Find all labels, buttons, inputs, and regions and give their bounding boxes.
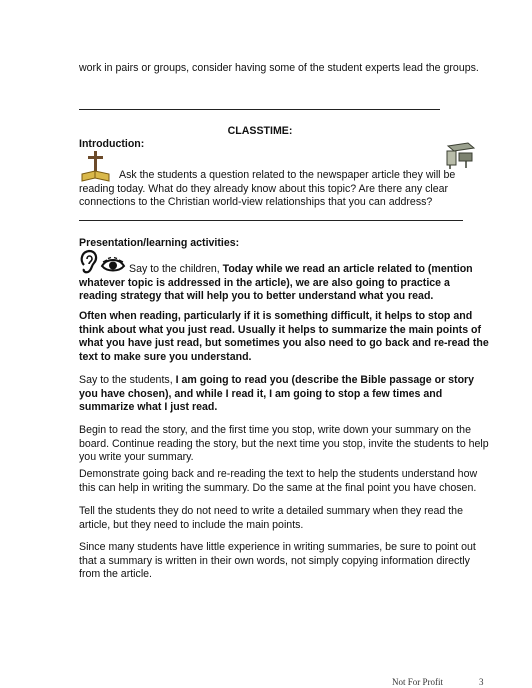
say-paragraph bbox=[79, 263, 491, 304]
introduction-text: Ask the students a question related to the newspaper article they will be reading today. What do they already know about this topic? Are there any clear connections to the Christian world-view relationships that you can address? bbox=[79, 169, 456, 209]
since-paragraph: Since many students have little experience in writing summaries, be sure to point out that a summary is written in their own words, not simply copying information directly from the article. bbox=[79, 541, 476, 581]
say-bold-text: Today while we read an article related to (mention whatever topic is addressed in the article), we are also going to practice a reading strategy that will help you to better understand what you read. bbox=[79, 263, 473, 303]
say-prefix: Say to the children, bbox=[129, 263, 223, 275]
bold-strategy-paragraph: Often when reading, particularly if it is something difficult, it helps to stop and think about what you just read. Usually it helps to summarize the main points of what you have just read, but sometimes you also need to go back and re-read the text to make sure you understand. bbox=[79, 310, 489, 363]
introduction-heading: Introduction: bbox=[79, 138, 145, 150]
section-divider-top bbox=[79, 109, 440, 110]
page-number: 3 bbox=[479, 677, 484, 687]
presentation-heading: Presentation/learning activities: bbox=[79, 237, 240, 249]
tell-paragraph: Tell the students they do not need to write a detailed summary when they read the article, but they need to include the main points. bbox=[79, 505, 463, 531]
students-bold-text: I am going to read you (describe the Bible passage or story you have chosen), and while I read it, I am going to stop a few times and summarize what I just read. bbox=[79, 374, 475, 414]
demonstrate-paragraph: Demonstrate going back and re-reading the text to help the students understand how this can help in writing the summary. Do the same at the final point you have chosen. bbox=[79, 468, 478, 494]
students-prefix: Say to the students, bbox=[79, 374, 176, 386]
section-divider-bottom bbox=[79, 220, 463, 221]
school-desk-icon bbox=[444, 140, 478, 170]
begin-paragraph: Begin to read the story, and the first time you stop, write down your summary on the board. Continue reading the story, but the next time you stop, invite the students to help you write your summary. bbox=[79, 424, 489, 464]
top-paragraph: work in pairs or groups, consider having some of the student experts lead the groups. bbox=[79, 62, 479, 74]
footer-label: Not For Profit bbox=[392, 677, 444, 687]
students-paragraph bbox=[79, 374, 491, 415]
classtime-heading: CLASSTIME: bbox=[227, 125, 293, 137]
